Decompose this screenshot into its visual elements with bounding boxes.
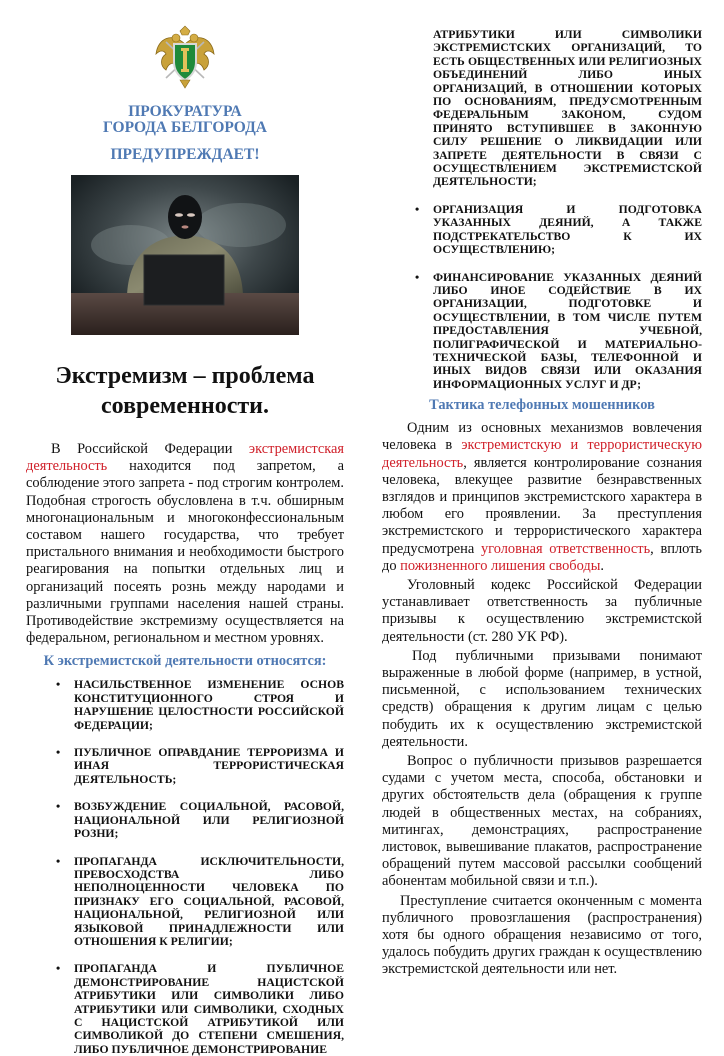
intro-paragraph (26, 441, 344, 647)
intro-text-part: В Российской Федерации (51, 441, 249, 457)
list-item: • ВОЗБУЖДЕНИЕ СОЦИАЛЬНОЙ, РАСОВОЙ, НАЦИОНАЛЬНОЙ ИЛИ РЕЛИГИОЗНОЙ РОЗНИ; (50, 800, 344, 840)
text-part: Одним из основных механизмов вовлечения человека в (382, 420, 702, 454)
prosecutor-emblem-icon (152, 24, 218, 90)
list-item: • ОРГАНИЗАЦИЯ И ПОДГОТОВКА УКАЗАННЫХ ДЕЯНИЙ, А ТАКЖЕ ПОДСТРЕКАТЕЛЬСТВО К ИХ ОСУЩЕСТВЛЕНИЮ; (409, 203, 702, 257)
highlight-criminal-liability: уголовная ответственность (480, 540, 651, 557)
activities-list (50, 678, 344, 1056)
warning-heading: ПРЕДУПРЕЖДАЕТ! (110, 146, 260, 163)
tactics-paragraph-4: Вопрос о публичности призывов разрешается судами с учетом места, способа, обстановки и других обстоятельств дела (обращения к группе людей в общественных местах, на собраниях, митингах, демонстрациях, распространение листовок, вывешивание плакатов, распространение обращений путем массовой рассылки сообщений абонентам мобильной связи и т.п.). (382, 753, 702, 890)
organization-title (26, 104, 344, 136)
activities-list-right (409, 203, 702, 391)
highlight-extremist-activity: экстремистская деятельность (26, 441, 344, 475)
highlight-life-imprisonment: пожизненного лишения свободы (400, 557, 601, 574)
list-item: • НАСИЛЬСТВЕННОЕ ИЗМЕНЕНИЕ ОСНОВ КОНСТИТУЦИОННОГО СТРОЯ И НАРУШЕНИЕ ЦЕЛОСТНОСТИ РОССИЙСКОЙ ФЕДЕРАЦИИ; (50, 678, 344, 732)
list-item: • ФИНАНСИРОВАНИЕ УКАЗАННЫХ ДЕЯНИЙ ЛИБО ИНОЕ СОДЕЙСТВИЕ В ИХ ОРГАНИЗАЦИИ, ПОДГОТОВКЕ И ОСУЩЕСТВЛЕНИИ, В ТОМ ЧИСЛЕ ПУТЕМ ПРЕДОСТАВЛЕНИЯ УЧЕБНОЙ, ПОЛИГРАФИЧЕСКОЙ И МАТЕРИАЛЬНО-ТЕХНИЧЕСКОЙ БАЗЫ, ТЕЛЕФОННОЙ И ИНЫХ ВИДОВ СВЯЗИ ИЛИ ОКАЗАНИЯ ИНФОРМАЦИОННЫХ УСЛУГ И ДР; (409, 271, 702, 392)
text-part: . (600, 557, 604, 574)
tactics-heading: Тактика телефонных мошенников (429, 397, 655, 414)
tactics-body (382, 420, 702, 979)
masked-hacker-photo (71, 175, 299, 335)
org-title-line-1: ПРОКУРАТУРА (128, 103, 242, 120)
intro-text-part: находится под запретом, а соблюдение этого запрета - под строгим контролем. Подобная строгость обусловлена в т.ч. обширным многонациональным и многоконфессиональным составом нашего государства, что требует пристального внимания и необходимости быстрого реагирования на попытки отдельных лиц и организаций посеять рознь между народами и различными группами населения нашей страны. Противодействие экстремизму осуществляется на федеральном, региональном и местном уровнях. (26, 458, 344, 647)
list-item: • ПУБЛИЧНОЕ ОПРАВДАНИЕ ТЕРРОРИЗМА И ИНАЯ ТЕРРОРИСТИЧЕСКАЯ ДЕЯТЕЛЬНОСТЬ; (50, 746, 344, 786)
activities-heading: К экстремистской деятельности относятся: (43, 653, 327, 670)
org-title-line-2: ГОРОДА БЕЛГОРОДА (103, 119, 267, 136)
list-item: • ПРОПАГАНДА ИСКЛЮЧИТЕЛЬНОСТИ, ПРЕВОСХОДСТВА ЛИБО НЕПОЛНОЦЕННОСТИ ЧЕЛОВЕКА ПО ПРИЗНАКУ ЕГО СОЦИАЛЬНОЙ, РАСОВОЙ, НАЦИОНАЛЬНОЙ, РЕЛИГИОЗНОЙ ИЛИ ЯЗЫКОВОЙ ПРИНАДЛЕЖНОСТИ ИЛИ ОТНОШЕНИЯ К РЕЛИГИИ; (50, 855, 344, 949)
tactics-paragraph-3: Под публичными призывами понимают выраженные в любой форме (например, в устной, письменной, с использованием технических средств) обращения к другим лицам с целью побудить их к осуществлению экстремистской деятельности. (382, 647, 702, 750)
text-part: , вплоть до (382, 540, 702, 574)
list-item-continuation: АТРИБУТИКИ ИЛИ СИМВОЛИКИ ЭКСТРЕМИСТСКИХ ОРГАНИЗАЦИЙ, ТО ЕСТЬ ОБЩЕСТВЕННЫХ ИЛИ РЕЛИГИОЗНЫХ ОБЪЕДИНЕНИЙ ЛИБО ИНЫХ ОРГАНИЗАЦИЙ, В ОТНОШЕНИИ КОТОРЫХ ПО ОСНОВАНИЯМ, ПРЕДУСМОТРЕННЫМ ФЕДЕРАЛЬНЫМ ЗАКОНОМ, СУДОМ ПРИНЯТО ВСТУПИВШЕЕ В ЗАКОННУЮ СИЛУ РЕШЕНИЕ О ЛИКВИДАЦИИ ИЛИ ЗАПРЕТЕ ДЕЯТЕЛЬНОСТИ В СВЯЗИ С ОСУЩЕСТВЛЕНИЕМ ЭКСТРЕМИСТСКОЙ ДЕЯТЕЛЬНОСТИ; (433, 28, 702, 189)
main-title: Экстремизм – проблема современности. (55, 363, 315, 419)
list-item: • ПРОПАГАНДА И ПУБЛИЧНОЕ ДЕМОНСТРИРОВАНИЕ НАЦИСТСКОЙ АТРИБУТИКИ ИЛИ СИМВОЛИКИ ЛИБО АТРИБУТИКИ ИЛИ СИМВОЛИКИ, СХОДНЫХ С НАЦИСТСКОЙ АТРИБУТИКОЙ ИЛИ СИМВОЛИКОЙ ДО СТЕПЕНИ СМЕШЕНИЯ, ЛИБО ПУБЛИЧНОЕ ДЕМОНСТРИРОВАНИЕ (50, 962, 344, 1056)
text-part: , является контролирование сознания человека, влекущее развитие безнравственных взглядов и принципов экстремистского характера в любом его проявлении. За преступления экстремистского и террористического характера предусмотрена (382, 454, 702, 557)
left-column (26, 24, 344, 1056)
right-column (382, 28, 702, 981)
tactics-paragraph-5: Преступление считается оконченным с момента публичного провозглашения (распространения) хотя бы одного обращения независимо от того, удалось побудить других граждан к осуществлению экстремистской деятельности или нет. (382, 892, 702, 978)
highlight-extremist-terrorist-activity: экстремистскую и террористическую деятельность (382, 437, 702, 471)
tactics-paragraph-1 (382, 420, 702, 575)
tactics-paragraph-2: Уголовный кодекс Российской Федерации устанавливает ответственность за публичные призывы к осуществлению экстремистской деятельности (ст. 280 УК РФ). (382, 576, 702, 645)
